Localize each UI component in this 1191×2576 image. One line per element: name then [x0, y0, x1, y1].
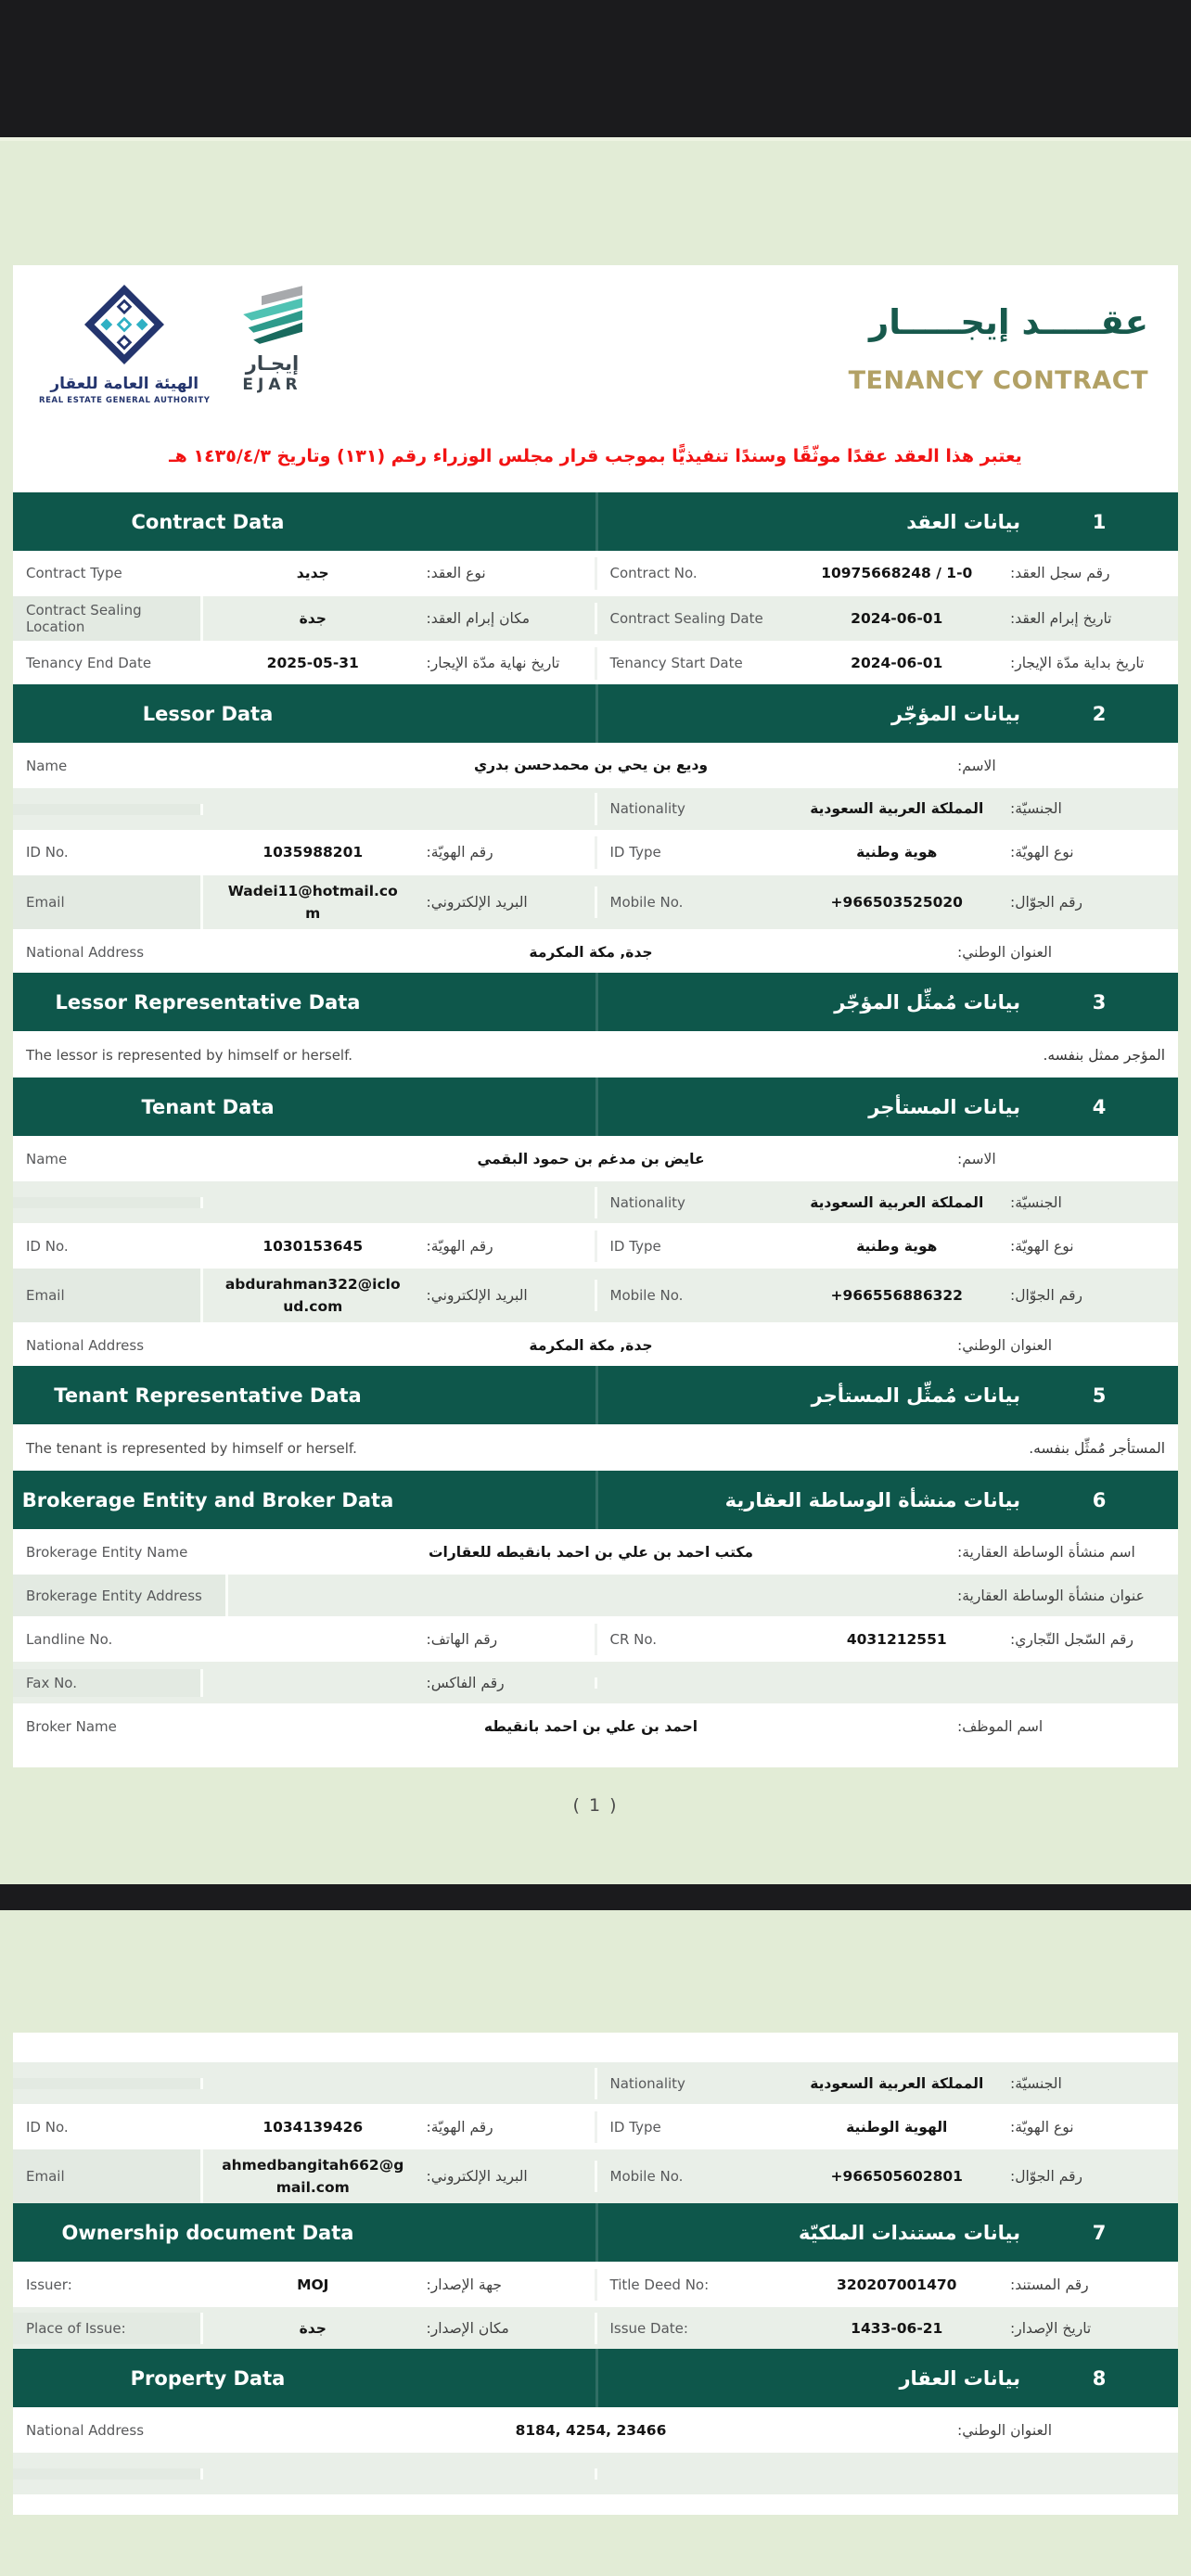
table-row: [13, 2305, 1178, 2349]
field-label-ar: رقم الجوّال:: [1010, 1287, 1082, 1305]
row-half: [595, 2161, 1179, 2192]
rega-diamond-icon: [80, 280, 169, 369]
field-value-text: المملكة العربية السعودية: [810, 800, 984, 818]
section-title-en: Contract Data: [131, 510, 285, 533]
row-half: [595, 2111, 1179, 2143]
field-value: [203, 2269, 423, 2301]
section-number: 8: [1092, 2366, 1107, 2390]
section-title-ar: بيانات العقد: [906, 510, 1020, 533]
field-value: [203, 836, 423, 868]
row-half: [595, 647, 1179, 679]
table-row: [13, 2060, 1178, 2104]
field-label-en: [13, 2078, 203, 2089]
field-label-en: Email: [13, 875, 203, 929]
field-label-en: Mobile No.: [609, 2168, 684, 2186]
section-title-en: Tenant Representative Data: [54, 1384, 362, 1407]
field-value: [203, 2149, 423, 2203]
section-header: [13, 2203, 1178, 2262]
field-value: [203, 2468, 423, 2480]
table-row: [13, 1180, 1178, 1223]
field-value-text: 1433-06-21: [851, 2319, 943, 2337]
row-half: [595, 557, 1179, 589]
section-header: [13, 1471, 1178, 1529]
field-label-en: Issuer:: [26, 2276, 72, 2293]
field-label-ar: جهة الإصدار:: [426, 2276, 502, 2293]
row-half: [13, 596, 595, 641]
table-row: [13, 743, 1178, 786]
section-title-ar: بيانات مُمثِّل المؤجّر: [834, 990, 1020, 1014]
field-label-ar: نوع الهويّة:: [1010, 2118, 1074, 2136]
row-half: [13, 836, 595, 868]
field-label-en: ID Type: [609, 844, 661, 861]
field-label-en: [597, 1677, 788, 1689]
field-value-text: احمد بن علي بن احمد بانقيطه: [483, 1717, 698, 1735]
row-half: [13, 2078, 595, 2089]
table-row: [13, 1703, 1178, 1747]
field-value: [228, 1591, 954, 1600]
ejar-stripes-icon: [234, 284, 310, 345]
table-row: [13, 1267, 1178, 1322]
field-value-text: +966505602801: [830, 2168, 963, 2186]
table-row: [13, 2451, 1178, 2494]
table-row: [13, 1223, 1178, 1267]
field-label-en: Contract Sealing Location: [13, 596, 203, 641]
field-label-en: Nationality: [609, 2074, 685, 2092]
field-label-en: ID No.: [26, 1237, 69, 1255]
field-value-text: جدة: [299, 609, 327, 627]
field-value: [203, 2111, 423, 2143]
field-value: [203, 1231, 423, 1262]
row-half: [13, 2468, 595, 2480]
section-title-en: Brokerage Entity and Broker Data: [21, 1488, 394, 1511]
field-value: [203, 1626, 423, 1653]
table-row: [13, 874, 1178, 929]
field-label-ar: رقم سجل العقد:: [1010, 565, 1110, 582]
field-label-ar: [423, 804, 595, 815]
section-title-en: Property Data: [130, 2366, 286, 2390]
page-number: ( 1 ): [572, 1795, 619, 1817]
row-half: [595, 1187, 1179, 1218]
field-label-en: Mobile No.: [609, 894, 684, 911]
field-value-text: جدة: [299, 2319, 327, 2337]
field-value: [228, 1537, 954, 1568]
field-label-en: Nationality: [609, 800, 685, 818]
field-value-text: MOJ: [297, 2276, 329, 2293]
field-value-text: ahmedbangitah662@gmail.com: [222, 2157, 404, 2197]
rega-name-arabic: الهيئة العامة للعقار: [50, 375, 199, 393]
field-label-en: ID No.: [26, 844, 69, 861]
field-label-ar: العنوان الوطني:: [957, 2421, 1052, 2439]
field-label-ar: نوع العقد:: [426, 565, 486, 582]
field-label-ar: [423, 1197, 595, 1208]
section-header: [13, 2349, 1178, 2407]
field-label-en: Email: [13, 1269, 203, 1322]
row-half: [595, 2068, 1179, 2099]
field-value-text: 2024-06-01: [851, 655, 943, 672]
field-label-ar: الجنسيّة:: [1010, 2074, 1062, 2092]
field-value: [788, 557, 1007, 589]
document-title: [849, 280, 1148, 395]
field-label-ar: تاريخ إبرام العقد:: [1010, 609, 1112, 627]
field-value: [788, 1280, 1007, 1311]
contract-title-english: TENANCY CONTRACT: [848, 365, 1148, 395]
section-number: 7: [1092, 2221, 1107, 2244]
field-label-ar: الجنسيّة:: [1010, 800, 1062, 818]
field-value-text: Wadei11@hotmail.com: [227, 883, 398, 923]
field-label-en: [13, 1197, 203, 1208]
field-value: [203, 2078, 423, 2089]
field-value: [203, 1197, 423, 1208]
field-label-ar: الاسم:: [957, 1150, 996, 1167]
field-value: [788, 793, 1007, 824]
field-value-text: 4031212551: [846, 1630, 947, 1648]
field-label-ar: رقم السّجل التّجاري:: [1010, 1630, 1133, 1648]
field-label-ar: [423, 2078, 595, 2089]
field-value-text: المملكة العربية السعودية: [810, 2074, 984, 2092]
contract-page-1: [13, 265, 1178, 1767]
field-label-en: Landline No.: [26, 1630, 113, 1648]
table-row: [13, 830, 1178, 874]
field-label-en: Title Deed No:: [609, 2276, 710, 2293]
field-value: [228, 1143, 954, 1175]
row-half: [13, 557, 595, 589]
section-title-en: Lessor Data: [142, 702, 274, 725]
field-value: [788, 1624, 1007, 1655]
page-2-sections: [13, 2060, 1178, 2494]
field-value-text: جدة, مكة المكرمة: [529, 1336, 653, 1354]
table-row: [13, 1322, 1178, 1366]
field-label-en: [13, 804, 203, 815]
ejar-name-english: EJAR: [242, 376, 302, 394]
field-value: [203, 596, 423, 641]
row-half: [595, 1677, 1179, 1689]
table-row: [13, 1031, 1178, 1078]
field-value-text: abdurahman322@icloud.com: [224, 1276, 401, 1316]
field-value: [203, 2313, 423, 2344]
field-value-text: 8184, 4254, 23466: [515, 2421, 667, 2439]
table-row: [13, 929, 1178, 973]
row-half: [595, 1231, 1179, 1262]
field-label-ar: البريد الإلكتروني:: [426, 894, 528, 912]
field-label-ar: العنوان الوطني:: [957, 943, 1052, 961]
field-label-ar: نوع الهويّة:: [1010, 1237, 1074, 1255]
contract-title-arabic: عقـــــد إيجـــــار: [868, 302, 1148, 342]
section-title-ar: بيانات المستأجر: [868, 1095, 1020, 1118]
field-value: [203, 557, 423, 589]
section-title-ar: بيانات المؤجّر: [890, 702, 1020, 725]
field-value: [788, 886, 1007, 918]
field-value-text: الهوية الوطنية: [846, 2118, 948, 2136]
field-label-en: Brokerage Entity Address: [13, 1575, 228, 1616]
field-value: [788, 2111, 1007, 2143]
field-value-text: المملكة العربية السعودية: [810, 1193, 984, 1211]
field-value-text: عايض بن مدغم بن حمود البقمي: [477, 1150, 705, 1167]
row-half: [13, 647, 595, 679]
row-half: [595, 603, 1179, 634]
field-value: [788, 1677, 1007, 1689]
field-label-en: ID No.: [26, 2118, 69, 2136]
page-1-sections: [13, 492, 1178, 1747]
field-value-text: 1030153645: [263, 1237, 364, 1255]
rega-name-english: REAL ESTATE GENERAL AUTHORITY: [39, 396, 211, 405]
field-value: [788, 1187, 1007, 1218]
field-value: [203, 804, 423, 815]
table-row: [13, 2148, 1178, 2203]
field-value: [203, 875, 423, 929]
field-label-ar: [1006, 2468, 1178, 2480]
note-text-en: The tenant is represented by himself or herself.: [26, 1440, 357, 1458]
field-label-ar: رقم الهويّة:: [426, 844, 493, 861]
section-number: 2: [1092, 702, 1107, 725]
section-header: [13, 492, 1178, 551]
field-label-ar: نوع الهويّة:: [1010, 844, 1074, 861]
field-label-en: Place of Issue:: [13, 2313, 203, 2344]
row-half: [13, 1231, 595, 1262]
field-value: [788, 2468, 1007, 2480]
field-label-en: CR No.: [609, 1630, 658, 1648]
field-value-text: +966556886322: [830, 1287, 963, 1305]
row-half: [595, 2269, 1179, 2301]
field-label-en: [13, 2468, 203, 2480]
field-value: [788, 2161, 1007, 2192]
field-label-ar: مكان إبرام العقد:: [426, 610, 531, 627]
field-value: [788, 1231, 1007, 1262]
field-value: [228, 1330, 954, 1361]
ejar-name-arabic: إيجـار: [245, 352, 300, 375]
field-label-en: Name: [26, 757, 68, 774]
section-title-ar: بيانات العقار: [899, 2366, 1020, 2390]
table-row: [13, 1660, 1178, 1703]
field-label-ar: اسم منشأة الوساطة العقارية:: [957, 1543, 1135, 1561]
section-header: [13, 973, 1178, 1031]
table-row: [13, 2262, 1178, 2305]
section-header: [13, 684, 1178, 743]
field-label-ar: تاريخ نهاية مدّة الإيجار:: [426, 655, 560, 672]
section-title-ar: بيانات مستندات الملكيّة: [798, 2221, 1020, 2244]
section-number: 5: [1092, 1384, 1107, 1407]
field-label-ar: البريد الإلكتروني:: [426, 1287, 528, 1305]
section-number: 3: [1092, 990, 1107, 1014]
field-value: [788, 2269, 1007, 2301]
field-label-ar: البريد الإلكتروني:: [426, 2168, 528, 2186]
field-label-en: Mobile No.: [609, 1287, 684, 1305]
section-number: 4: [1092, 1095, 1107, 1118]
field-label-en: National Address: [26, 1336, 145, 1354]
section-header: [13, 1078, 1178, 1136]
field-value: [228, 2415, 954, 2446]
ejar-logo: [234, 280, 310, 394]
field-label-en: Email: [13, 2149, 203, 2203]
field-label-en: Brokerage Entity Name: [26, 1543, 188, 1561]
row-half: [13, 1669, 595, 1697]
row-half: [595, 1624, 1179, 1655]
field-label-ar: رقم الهويّة:: [426, 1237, 493, 1255]
document-header: [13, 265, 1178, 405]
section-title-ar: بيانات مُمثِّل المستأجر: [811, 1384, 1020, 1407]
field-label-en: Contract No.: [609, 565, 698, 582]
field-label-en: Tenancy Start Date: [609, 655, 743, 672]
row-half: [13, 2313, 595, 2344]
field-label-en: Contract Type: [26, 565, 122, 582]
field-value: [228, 937, 954, 968]
table-row: [13, 2104, 1178, 2148]
field-value-text: جديد: [296, 565, 329, 582]
row-half: [595, 886, 1179, 918]
row-half: [595, 2313, 1179, 2344]
note-text-ar: المؤجر ممثل بنفسه.: [1043, 1047, 1165, 1065]
field-label-en: National Address: [26, 943, 145, 961]
row-half: [13, 2149, 595, 2203]
table-row: [13, 1136, 1178, 1180]
field-value: [228, 749, 954, 781]
table-row: [13, 1424, 1178, 1471]
field-label-ar: رقم الهاتف:: [426, 1630, 498, 1648]
field-label-ar: مكان الإصدار:: [426, 2319, 509, 2337]
note-text-en: The lessor is represented by himself or herself.: [26, 1047, 353, 1065]
field-label-ar: عنوان منشأة الوساطة العقارية:: [957, 1587, 1145, 1604]
table-row: [13, 551, 1178, 594]
row-half: [13, 1269, 595, 1322]
field-value: [228, 1711, 954, 1742]
contract-page-2: [13, 2033, 1178, 2515]
field-value-text: 2024-06-01: [851, 609, 943, 627]
field-value: [788, 836, 1007, 868]
table-row: [13, 594, 1178, 641]
field-value-text: هوية وطنية: [856, 844, 938, 861]
table-row: [13, 2407, 1178, 2451]
page-separator-bar: [0, 1884, 1191, 1910]
field-value-text: وديع بن يحي بن محمدحسن بدري: [473, 757, 709, 774]
field-label-en: [597, 2468, 788, 2480]
row-half: [595, 836, 1179, 868]
field-value: [203, 1269, 423, 1322]
field-value-text: جدة, مكة المكرمة: [529, 943, 653, 961]
field-label-ar: الجنسيّة:: [1010, 1193, 1062, 1211]
row-half: [13, 2269, 595, 2301]
note-text-ar: المستأجر مُمثِّل بنفسه.: [1029, 1440, 1165, 1458]
field-label-ar: تاريخ الإصدار:: [1010, 2319, 1092, 2337]
status-bar: [0, 0, 1191, 141]
section-title-en: Ownership document Data: [61, 2221, 354, 2244]
table-row: [13, 1616, 1178, 1660]
row-half: [13, 804, 595, 815]
field-label-ar: رقم الهويّة:: [426, 2118, 493, 2136]
field-value-text: +966503525020: [830, 894, 963, 911]
table-row: [13, 1573, 1178, 1616]
section-number: 1: [1092, 510, 1107, 533]
field-label-en: ID Type: [609, 1237, 661, 1255]
section-number: 6: [1092, 1488, 1107, 1511]
field-label-en: Contract Sealing Date: [609, 609, 763, 627]
field-label-ar: رقم الجوّال:: [1010, 894, 1082, 911]
table-row: [13, 641, 1178, 684]
field-value-text: هوية وطنية: [856, 1237, 938, 1255]
field-value: [788, 2313, 1007, 2344]
field-value-text: 320207001470: [837, 2276, 957, 2293]
field-label-ar: رقم الجوّال:: [1010, 2168, 1082, 2186]
row-half: [13, 875, 595, 929]
row-half: [595, 1280, 1179, 1311]
field-value-text: 2025-05-31: [266, 655, 359, 672]
field-label-ar: الاسم:: [957, 757, 996, 774]
field-label-en: Fax No.: [13, 1669, 203, 1697]
section-title-ar: بيانات منشأة الوساطة العقارية: [724, 1488, 1020, 1511]
section-title-en: Tenant Data: [141, 1095, 275, 1118]
field-label-ar: رقم المستند:: [1010, 2276, 1089, 2293]
rega-logo: [39, 280, 210, 405]
table-row: [13, 786, 1178, 830]
row-half: [595, 2468, 1179, 2480]
field-label-en: ID Type: [609, 2118, 661, 2136]
field-label-ar: تاريخ بداية مدّة الإيجار:: [1010, 655, 1145, 672]
field-value-text: 1035988201: [263, 844, 364, 861]
field-value: [788, 603, 1007, 634]
field-label-en: Broker Name: [26, 1717, 117, 1735]
section-title-en: Lessor Representative Data: [55, 990, 361, 1014]
row-half: [13, 1626, 595, 1653]
field-label-ar: [423, 2468, 595, 2480]
field-value: [788, 647, 1007, 679]
logos: [39, 280, 310, 405]
field-label-en: Issue Date:: [609, 2319, 688, 2337]
field-label-en: Nationality: [609, 1193, 685, 1211]
table-row: [13, 1529, 1178, 1573]
field-label-en: National Address: [26, 2421, 145, 2439]
field-value-text: مكتب احمد بن علي بن احمد بانقيطه للعقارات: [428, 1543, 754, 1561]
row-half: [13, 2111, 595, 2143]
row-half: [13, 1197, 595, 1208]
field-label-ar: اسم الموظف:: [957, 1717, 1044, 1735]
decree-disclaimer: يعتبر هذا العقد عقدًا موثّقًا وسندًا تنفيذيًّا بموجب قرار مجلس الوزراء رقم (١٣١) وتاريخ ١٤٣٥/٤/٣ هـ: [169, 446, 1022, 466]
row-half: [595, 793, 1179, 824]
field-value: [203, 647, 423, 679]
section-header: [13, 1366, 1178, 1424]
field-label-ar: العنوان الوطني:: [957, 1336, 1052, 1354]
field-value-text: 10975668248 / 1-0: [821, 565, 973, 582]
field-value-text: 1034139426: [263, 2118, 364, 2136]
field-label-ar: رقم الفاكس:: [426, 1674, 505, 1691]
field-label-en: Tenancy End Date: [26, 655, 152, 672]
field-label-ar: [1006, 1677, 1178, 1689]
field-value: [203, 1669, 423, 1697]
field-value: [788, 2068, 1007, 2099]
field-label-en: Name: [26, 1150, 68, 1167]
